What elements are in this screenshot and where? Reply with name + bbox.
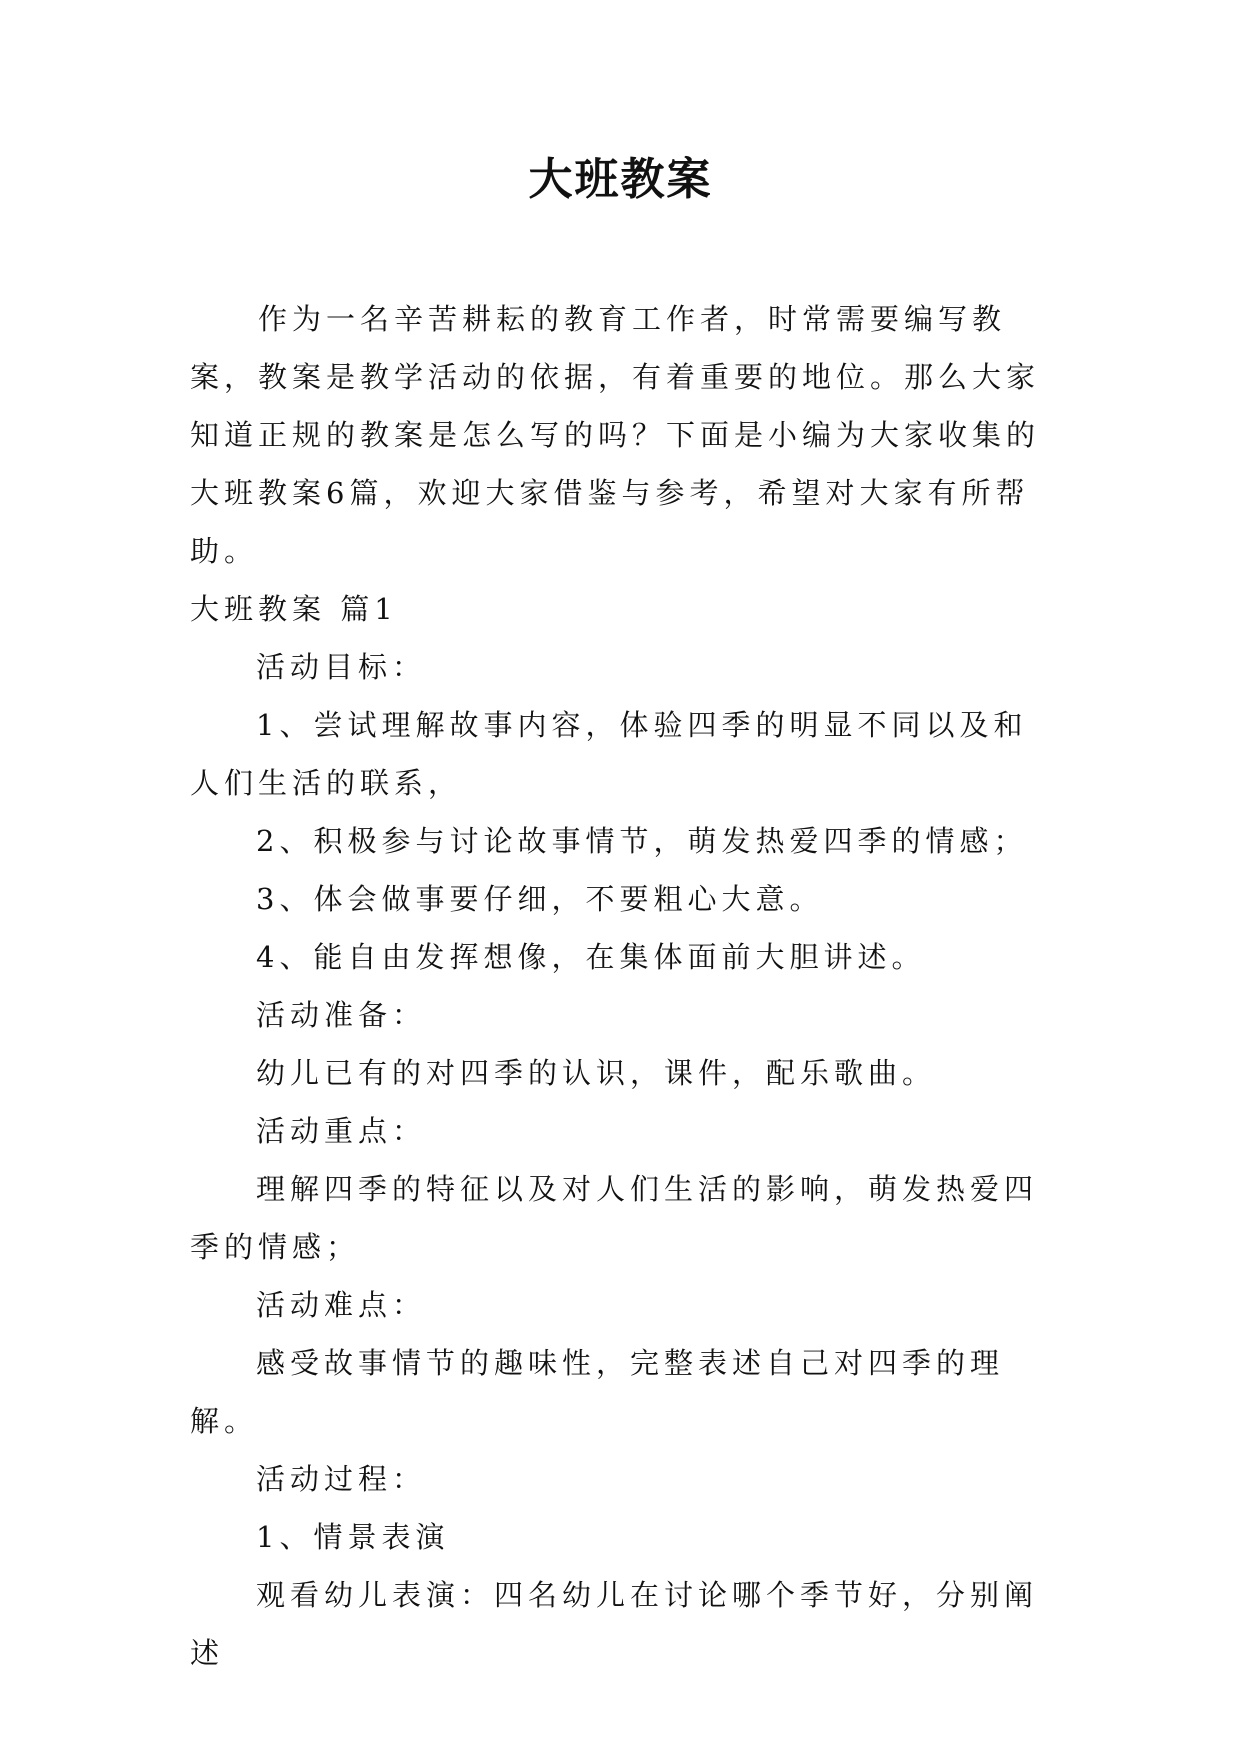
paragraph-difficulties: 感受故事情节的趣味性，完整表述自己对四季的理解。 [190,1346,1005,1438]
section-1 [190,580,1052,1682]
paragraph-process-step-1: 1、情景表演 [256,1520,450,1554]
paragraph-goal-2: 2、积极参与讨论故事情节，萌发热爱四季的情感； [256,824,1028,858]
intro-paragraph [190,290,1052,580]
paragraph-goal-3: 3、体会做事要仔细，不要粗心大意。 [256,882,824,916]
paragraph-activity-goals-label: 活动目标： [256,650,427,684]
paragraph-preparation: 幼儿已有的对四季的认识，课件，配乐歌曲。 [256,1056,937,1090]
paragraph-goal-1: 1、尝试理解故事内容，体验四季的明显不同以及和人们生活的联系， [190,708,1028,800]
section-heading: 大班教案 篇1 [190,592,398,626]
paragraph-key-points: 理解四季的特征以及对人们生活的影响，萌发热爱四季的情感； [190,1172,1039,1264]
document-title: 大班教案 [528,154,713,205]
paragraph-goal-4: 4、能自由发挥想像，在集体面前大胆讲述。 [256,940,926,974]
intro-text: 作为一名辛苦耕耘的教育工作者，时常需要编写教案，教案是教学活动的依据，有着重要的地位。那么大家知道正规的教案是怎么写的吗？下面是小编为大家收集的大班教案6篇，欢迎大家借鉴与参考，希望对大家有所帮助。 [190,302,1041,568]
paragraph-key-points-label: 活动重点： [256,1114,427,1148]
paragraph-process-label: 活动过程： [256,1462,427,1496]
paragraph-preparation-label: 活动准备： [256,998,427,1032]
paragraph-difficulties-label: 活动难点： [256,1288,427,1322]
paragraph-process-step-1-detail: 观看幼儿表演：四名幼儿在讨论哪个季节好，分别阐述 [190,1578,1039,1670]
